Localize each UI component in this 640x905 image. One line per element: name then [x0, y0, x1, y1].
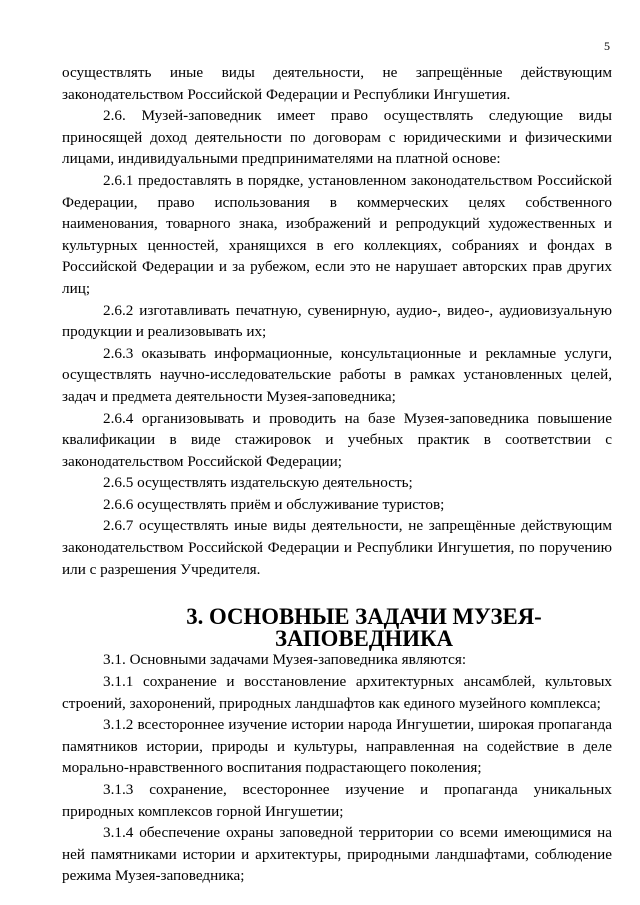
paragraph-2-6: 2.6. Музей-заповедник имеет право осуществлять следующие виды приносящей доход деятельности по договорам с юридическими и физическими лицами, индивидуальными предпринимателями на платной основе:: [62, 107, 612, 168]
page-number: 5: [604, 39, 610, 53]
paragraph-2-6-1: 2.6.1 предоставлять в порядке, установленном законодательством Российской Федерации, право использования в коммерческих целях собственного наименования, товарного знака, изображений и репродукций художественных и культурных ценностей, хранящихся в его коллекциях, собраниях и фондах в Российской Федерации и за рубежом, если это не нарушает авторских прав других лиц;: [62, 171, 612, 297]
paragraph-continuation: осуществлять иные виды деятельности, не запрещённые действующим законодательством Российской Федерации и Республики Ингушетия.: [62, 64, 612, 103]
paragraph-2-6-4: 2.6.4 организовывать и проводить на базе Музея-заповедника повышение квалификации в виде стажировок и учебных практик в соответствии с законодательством Российской Федерации;: [62, 409, 612, 470]
section-3-heading: 3. ОСНОВНЫЕ ЗАДАЧИ МУЗЕЯ-ЗАПОВЕДНИКА: [186, 604, 542, 651]
paragraph-2-6-3: 2.6.3 оказывать информационные, консультационные и рекламные услуги, осуществлять научно-исследовательские работы в рамках установленных целей, задач и предмета деятельности Музея-заповедника;: [62, 344, 612, 405]
paragraph-3-1-3: 3.1.3 сохранение, всестороннее изучение и пропаганда уникальных природных комплексов горной Ингушетии;: [62, 781, 612, 820]
paragraph-2-6-2: 2.6.2 изготавливать печатную, сувенирную, аудио-, видео-, аудиовизуальную продукции и реализовывать их;: [62, 301, 612, 341]
paragraph-3-1-2: 3.1.2 всестороннее изучение истории народа Ингушетии, широкая пропаганда памятников истории, природы и культуры, направленная на содействие в деле морально-нравственного воспитания подрастающего поколения;: [62, 716, 612, 777]
document-body: [62, 62, 612, 887]
paragraph-2-6-7: 2.6.7 осуществлять иные виды деятельности, не запрещённые действующим законодательством Российской Федерации и Республики Ингушетия, по поручению или с разрешения Учредителя.: [62, 517, 612, 578]
paragraph-3-1-4: 3.1.4 обеспечение охраны заповедной территории со всеми имеющимися на ней памятниками истории и архитектуры, природными ландшафтами, соблюдение режима Музея-заповедника;: [62, 824, 612, 885]
paragraph-2-6-6: 2.6.6 осуществлять приём и обслуживание туристов;: [103, 495, 445, 513]
paragraph-2-6-5: 2.6.5 осуществлять издательскую деятельность;: [103, 474, 413, 492]
paragraph-3-1: 3.1. Основными задачами Музея-заповедника являются:: [103, 651, 467, 669]
paragraph-3-1-1: 3.1.1 сохранение и восстановление архитектурных ансамблей, культовых строений, захоронений, природных ландшафтов как единого музейного комплекса;: [62, 673, 612, 712]
